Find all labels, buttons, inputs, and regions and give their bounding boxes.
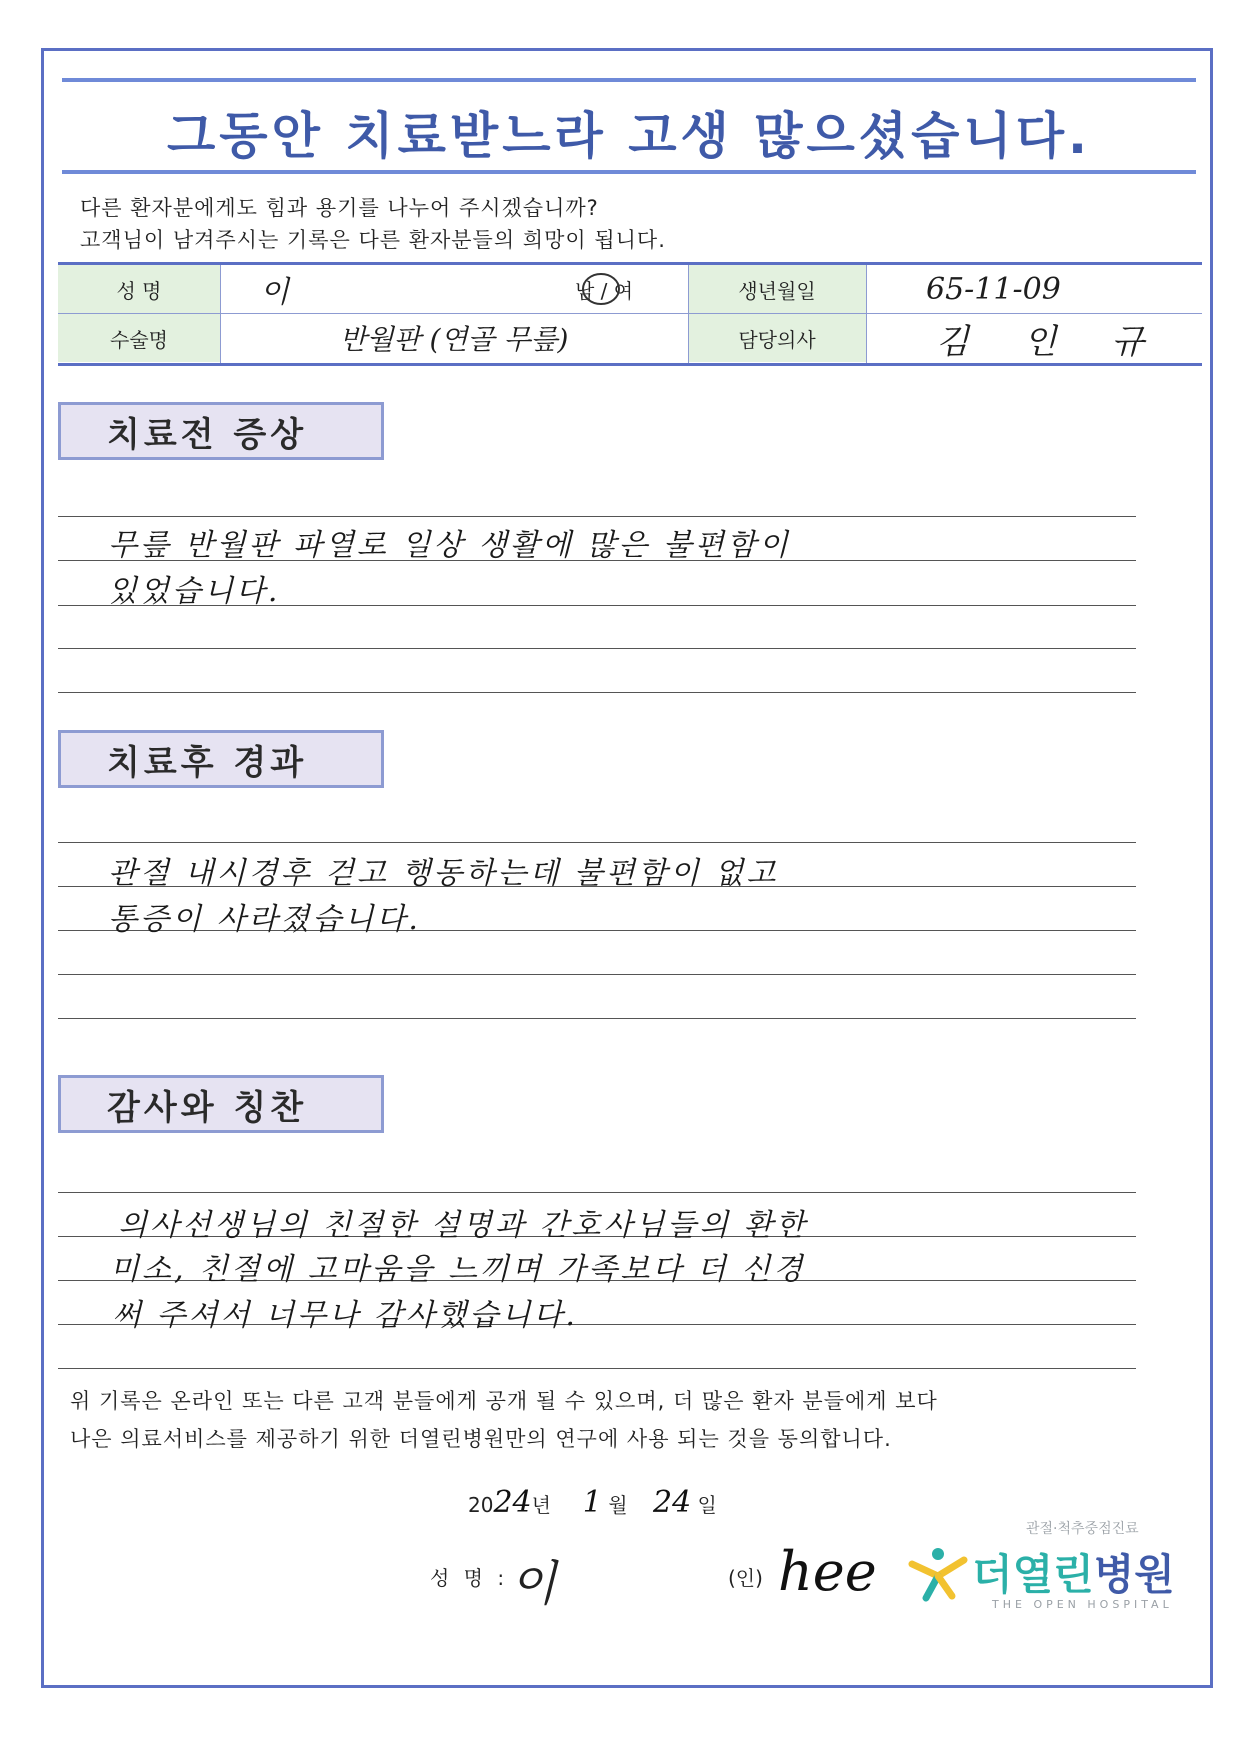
logo-name-part2: 병원 <box>1093 1551 1175 1598</box>
month-value: 1 <box>582 1485 602 1520</box>
name-label: 성 명 <box>58 265 220 313</box>
signature-name: 이 <box>510 1556 557 1612</box>
section-header-thanks: 감사와 칭찬 <box>58 1075 384 1133</box>
after-treatment-line-1: 관절 내시경후 걷고 행동하는데 불편함이 없고 <box>108 856 779 891</box>
writing-line <box>58 1368 1136 1369</box>
year-prefix: 20 <box>468 1493 494 1517</box>
logo-name <box>972 1542 1175 1602</box>
gender-selected-circle <box>580 271 622 307</box>
month-label: 월 <box>608 1493 628 1517</box>
doctor-value: 김 인 규 <box>936 321 1167 362</box>
handwritten-signature: hee <box>778 1540 877 1603</box>
writing-line <box>58 1018 1136 1019</box>
year-label: 년 <box>531 1493 551 1517</box>
intro-line-1: 다른 환자분에게도 힘과 용기를 나누어 주시겠습니까? <box>80 196 599 220</box>
column-divider <box>688 265 689 363</box>
section-header-before-treatment: 치료전 증상 <box>58 402 384 460</box>
logo-tagline: 관절·척추중점진료 <box>1026 1521 1139 1537</box>
page-title: 그동안 치료받느라 고생 많으셨습니다. <box>166 107 1091 165</box>
surgery-label: 수술명 <box>58 314 220 362</box>
signed-date <box>468 1485 717 1520</box>
dob-value: 65-11-09 <box>926 271 1061 307</box>
dob-label: 생년월일 <box>688 265 866 313</box>
hospital-figure-icon <box>908 1546 968 1602</box>
section-header-after-treatment: 치료후 경과 <box>58 730 384 788</box>
day-label: 일 <box>697 1493 717 1517</box>
year-value: 24 <box>493 1485 532 1520</box>
doctor-label: 담당의사 <box>688 314 866 362</box>
logo-name-part1: 더열린 <box>972 1551 1094 1598</box>
hospital-logo <box>908 1518 1175 1618</box>
gender-label: 남 / 여 <box>574 278 634 303</box>
column-divider <box>866 265 867 363</box>
surgery-value: 반월판 (연골 무릎) <box>339 323 569 356</box>
intro-line-2: 고객님이 남겨주시는 기록은 다른 환자분들의 희망이 됩니다. <box>80 228 666 252</box>
patient-info-table <box>58 262 1202 366</box>
writing-line <box>58 692 1136 693</box>
writing-line <box>58 842 1136 843</box>
column-divider <box>220 265 221 363</box>
thanks-line-3: 써 주셔서 너무나 감사했습니다. <box>112 1298 578 1333</box>
thanks-line-1: 의사선생님의 친절한 설명과 간호사님들의 환한 <box>118 1208 808 1243</box>
day-value: 24 <box>652 1485 692 1520</box>
writing-line <box>58 974 1136 975</box>
before-treatment-line-1: 무릎 반월판 파열로 일상 생활에 많은 불편함이 <box>108 528 791 563</box>
signature-label: 성 명 : <box>430 1566 509 1590</box>
writing-line <box>58 1192 1136 1193</box>
writing-line <box>58 648 1136 649</box>
title-band <box>62 78 1196 174</box>
logo-english-name: THE OPEN HOSPITAL <box>992 1598 1173 1611</box>
consent-line-2: 나은 의료서비스를 제공하기 위한 더열린병원만의 연구에 사용 되는 것을 동의합니다. <box>70 1427 892 1451</box>
writing-line <box>58 516 1136 517</box>
after-treatment-line-2: 통증이 사라졌습니다. <box>108 902 421 937</box>
consent-line-1: 위 기록은 온라인 또는 다른 고객 분들에게 공개 될 수 있으며, 더 많은 환자 분들에게 보다 <box>70 1389 938 1413</box>
thanks-line-2: 미소, 친절에 고마움을 느끼며 가족보다 더 신경 <box>110 1252 806 1287</box>
before-treatment-line-2: 있었습니다. <box>108 574 281 609</box>
seal-label: (인) <box>728 1566 763 1590</box>
name-value: 이 <box>260 275 289 310</box>
